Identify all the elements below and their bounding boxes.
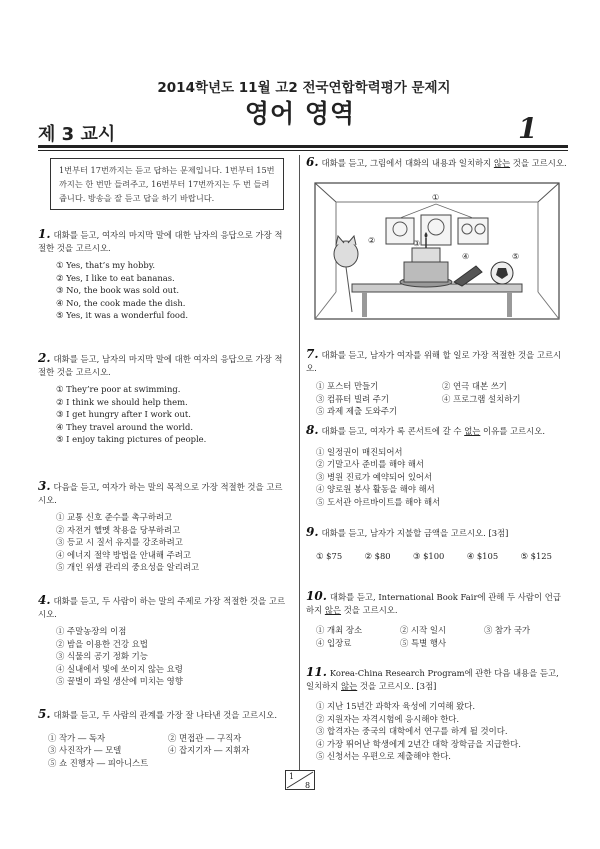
option-5[interactable]: ⑤ $125 xyxy=(520,550,552,561)
label-2: ② xyxy=(368,236,376,245)
question-text-pre: 대화를 듣고, 여자가 록 콘서트에 갈 수 xyxy=(321,426,465,436)
question-text-pre: Korea-China Research Program에 관한 다음 내용을 듣고, 일치하지 xyxy=(306,668,559,691)
option-list xyxy=(306,700,568,763)
question-text-pre: 대화를 듣고, International Book Fair에 관해 두 사람이 언급하지 xyxy=(306,592,561,615)
question-number: 8. xyxy=(306,423,319,437)
period-label: 제 3 교시 xyxy=(38,124,116,145)
option-3[interactable]: ③ 병원 진료가 예약되어 있어서 xyxy=(316,471,433,482)
option-4[interactable]: ④ 양로원 봉사 활동을 해야 해서 xyxy=(316,484,435,495)
question-6 xyxy=(306,155,568,261)
option-3[interactable]: ③ 식물의 공기 정화 기능 xyxy=(56,651,148,662)
question-text-post: 것을 고르시오. xyxy=(510,158,567,168)
option-list xyxy=(38,383,288,446)
option-4[interactable]: ④ 잡지기자 ― 지휘자 xyxy=(168,745,250,756)
option-list xyxy=(38,732,288,770)
option-1[interactable]: ① They’re poor at swimming. xyxy=(56,384,181,394)
option-1[interactable]: ① 일정권이 매진되어서 xyxy=(316,446,403,457)
option-4[interactable]: ④ No, the cook made the dish. xyxy=(56,297,186,308)
option-3[interactable]: ③ 참가 국가 xyxy=(484,625,531,635)
option-list xyxy=(38,259,288,322)
page-number: 1 xyxy=(518,112,538,145)
question-number: 5. xyxy=(38,707,51,721)
option-2[interactable]: ② I think we should help them. xyxy=(56,396,188,407)
question-text-post: 것을 고르시오. xyxy=(341,604,398,615)
option-4[interactable]: ④ 가장 뛰어난 학생에게 2년간 대학 장학금을 지급한다. xyxy=(316,738,521,749)
question-number: 7. xyxy=(306,347,319,361)
option-list xyxy=(306,446,568,509)
option-2[interactable]: ② 지원자는 자격시험에 응시해야 한다. xyxy=(316,713,460,724)
header-rule-thick xyxy=(38,145,568,148)
question-number: 4. xyxy=(38,593,51,607)
option-2[interactable]: ② 밤을 이용한 건강 요법 xyxy=(56,638,148,649)
option-1[interactable]: ① 주말농장의 이점 xyxy=(56,626,127,636)
option-3[interactable]: ③ No, the book was sold out. xyxy=(56,285,180,296)
option-5[interactable]: ⑤ 개인 위생 관리의 중요성을 알리려고 xyxy=(56,562,200,573)
option-list xyxy=(38,511,288,574)
exam-title: 2014학년도 11월 고2 전국연합학력평가 문제지 xyxy=(157,80,451,96)
question-number: 9. xyxy=(306,525,319,539)
option-1[interactable]: ① 교통 신호 준수를 촉구하려고 xyxy=(56,512,173,522)
left-column xyxy=(38,156,288,768)
option-4[interactable]: ④ They travel around the world. xyxy=(56,421,194,432)
option-3[interactable]: ③ I get hungry after I work out. xyxy=(56,409,191,420)
option-1[interactable]: ① 지난 15년간 과학자 육성에 기여해 왔다. xyxy=(316,701,476,711)
option-4[interactable]: ④ 실내에서 빛에 쏘이지 않는 요령 xyxy=(56,663,183,674)
page-total: 8 xyxy=(305,781,311,790)
question-10 xyxy=(306,590,568,649)
question-number: 2. xyxy=(38,351,51,365)
option-1[interactable]: ① Yes, that’s my hobby. xyxy=(56,260,156,270)
option-5[interactable]: ⑤ 과제 제출 도와주기 xyxy=(316,406,398,417)
label-3: ③ xyxy=(413,239,421,248)
option-1[interactable]: ① $75 xyxy=(316,550,343,561)
question-3 xyxy=(38,480,288,574)
question-text: 대화를 듣고, 두 사람의 관계를 가장 잘 나타낸 것을 고르시오. xyxy=(53,710,277,720)
option-4[interactable]: ④ 프로그램 설치하기 xyxy=(442,393,521,404)
option-list xyxy=(38,625,288,688)
column-divider xyxy=(299,155,300,770)
question-number: 1. xyxy=(38,227,51,241)
option-3[interactable]: ③ $100 xyxy=(412,550,445,561)
option-5[interactable]: ⑤ I enjoy taking pictures of people. xyxy=(56,434,207,445)
option-list xyxy=(306,550,568,563)
page-current: 1 xyxy=(289,772,295,781)
question-text: 대화를 듣고, 여자의 마지막 말에 대한 남자의 응답으로 가장 적절한 것을 고르시오. xyxy=(38,230,283,253)
exam-header xyxy=(0,0,600,150)
option-5[interactable]: ⑤ 꿀벌이 과일 생산에 미치는 영향 xyxy=(56,676,183,687)
option-2[interactable]: ② 연극 대본 쓰기 xyxy=(442,381,507,391)
question-text-underlined: 않는 xyxy=(341,680,358,691)
option-2[interactable]: ② 기말고사 준비를 해야 해서 xyxy=(316,459,425,470)
option-2[interactable]: ② 시작 일시 xyxy=(400,625,447,635)
room-illustration xyxy=(314,182,560,320)
option-2[interactable]: ② 자전거 헬멧 착용을 당부하려고 xyxy=(56,524,181,535)
option-2[interactable]: ② $80 xyxy=(364,550,391,561)
option-5[interactable]: ⑤ 특별 행사 xyxy=(400,637,447,648)
question-number: 10. xyxy=(306,589,327,603)
option-2[interactable]: ② 면접관 ― 구직자 xyxy=(168,732,242,743)
option-4[interactable]: ④ 에너지 절약 방법을 안내해 주려고 xyxy=(56,549,191,560)
question-7 xyxy=(306,348,568,418)
question-8 xyxy=(306,424,568,508)
question-text-post: 것을 고르시오. [3점] xyxy=(357,680,437,691)
question-text-underlined: 않는 xyxy=(493,158,511,168)
option-3[interactable]: ③ 컴퓨터 빌려 주기 xyxy=(316,393,389,404)
question-text: 대화를 듣고, 남자가 여자를 위해 할 일로 가장 적절한 것을 고르시오. xyxy=(306,350,562,373)
option-1[interactable]: ① 포스터 만들기 xyxy=(316,381,379,391)
question-9 xyxy=(306,526,568,562)
header-rule-thin xyxy=(38,150,568,151)
question-2 xyxy=(38,352,288,446)
question-text: 다음을 듣고, 여자가 하는 말의 목적으로 가장 적절한 것을 고르시오. xyxy=(38,482,283,505)
option-3[interactable]: ③ 합격자는 중국의 대학에서 연구를 하게 될 것이다. xyxy=(316,726,508,737)
page-indicator xyxy=(285,770,315,790)
option-2[interactable]: ② Yes, I like to eat bananas. xyxy=(56,272,175,283)
option-4[interactable]: ④ $105 xyxy=(466,550,499,561)
option-list xyxy=(306,380,568,418)
question-text: 대화를 듣고, 남자가 지불할 금액을 고르시오. [3점] xyxy=(321,528,509,538)
option-1[interactable]: ① 작가 ― 독자 xyxy=(48,732,106,743)
label-4: ④ xyxy=(462,252,470,261)
option-3[interactable]: ③ 사진작가 ― 모델 xyxy=(48,745,122,756)
option-4[interactable]: ④ 입장료 xyxy=(316,637,352,648)
question-1 xyxy=(38,228,288,322)
instruction-box: 1번부터 17번까지는 듣고 답하는 문제입니다. 1번부터 15번까지는 한 번만 들려주고, 16번부터 17번까지는 두 번 들려줍니다. 방송을 잘 듣고 답을 하기 바랍니다. xyxy=(50,158,284,210)
question-number: 6. xyxy=(306,155,319,169)
option-5[interactable]: ⑤ Yes, it was a wonderful food. xyxy=(56,310,188,321)
question-text-underlined: 않은 xyxy=(324,604,342,615)
label-5: ⑤ xyxy=(512,252,520,261)
option-5[interactable]: ⑤ 신청서는 우편으로 제출해야 한다. xyxy=(316,751,451,762)
option-list xyxy=(306,624,568,649)
question-text: 대화를 듣고, 두 사람이 하는 말의 주제로 가장 적절한 것을 고르시오. xyxy=(38,596,286,619)
question-5 xyxy=(38,708,288,769)
soccer-ball xyxy=(491,262,513,284)
question-text: 대화를 듣고, 남자의 마지막 말에 대한 여자의 응답으로 가장 적절한 것을 고르시오. xyxy=(38,354,283,377)
question-11 xyxy=(306,666,568,763)
option-5[interactable]: ⑤ 도서관 아르바이트를 해야 해서 xyxy=(316,496,441,507)
option-1[interactable]: ① 개최 장소 xyxy=(316,625,363,635)
question-text-pre: 대화를 듣고, 그림에서 대화의 내용과 일치하지 xyxy=(321,158,494,168)
option-3[interactable]: ③ 등교 시 질서 유지를 강조하려고 xyxy=(56,537,183,548)
question-number: 11. xyxy=(306,665,327,679)
question-4 xyxy=(38,594,288,688)
question-text-post: 이유를 고르시오. xyxy=(480,426,545,436)
question-number: 3. xyxy=(38,479,51,493)
option-5[interactable]: ⑤ 쇼 진행자 ― 피아니스트 xyxy=(48,757,149,768)
label-1: ① xyxy=(432,193,440,202)
subject-title: 영어 영역 xyxy=(244,99,356,128)
question-text-underlined: 없는 xyxy=(464,426,481,436)
